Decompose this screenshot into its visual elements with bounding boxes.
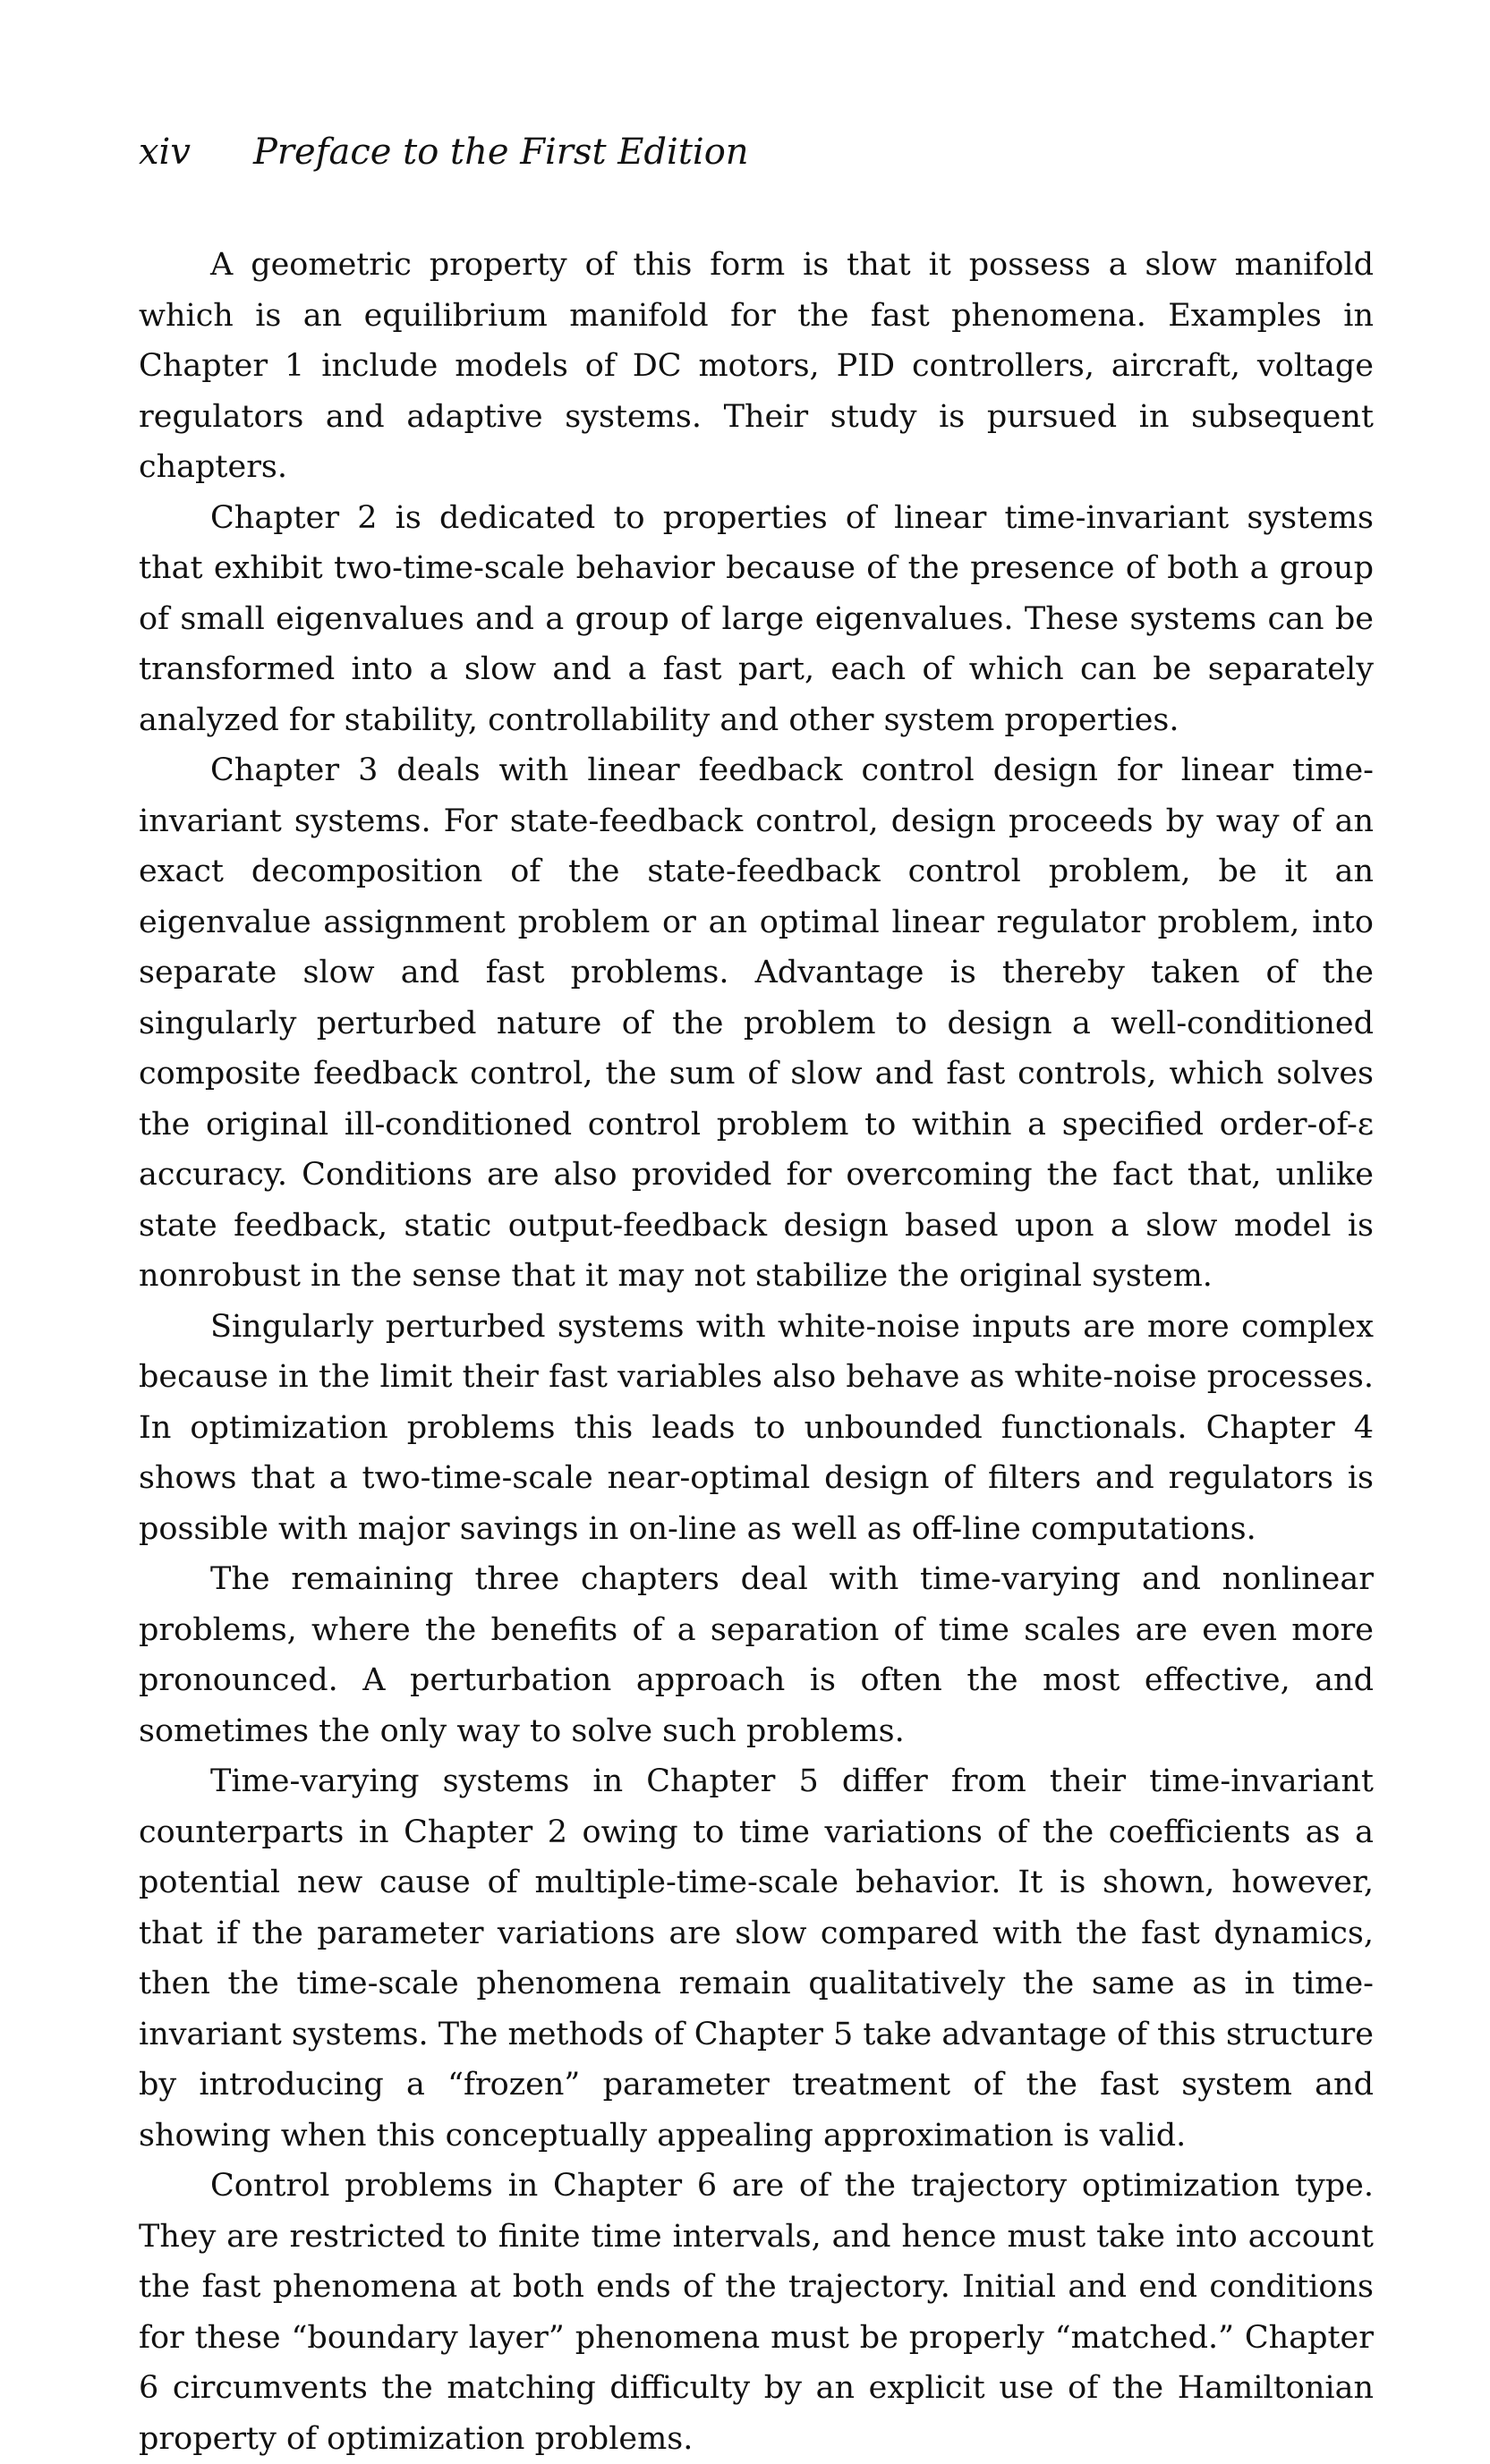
running-title: Preface to the First Edition	[253, 132, 749, 173]
paragraph-chapter-6: Control problems in Chapter 6 are of the trajectory optimization type. They are restricted to finite time intervals, and hence must take into account the fast phenomena at both ends of the trajectory. Initial and end conditions for these “boundary layer” phenomena must be properly “matched.” Chapter 6 circumvents the matching difficulty by an explicit use of the Hamiltonian property of optimization problems.	[139, 2168, 1374, 2457]
paragraph-remaining-chapters: The remaining three chapters deal with time-varying and nonlinear problems, where the benefits of a separation of time scales are even more pronounced. A perturbation approach is often the most effective, and sometimes the only way to solve such problems.	[139, 1561, 1374, 1749]
paragraph-chapter-2: Chapter 2 is dedicated to properties of linear time-invariant systems that exhibit two-time-scale behavior because of the presence of both a group of small eigenvalues and a group of large eigenvalues. These systems can be transformed into a slow and a fast part, each of which can be separately analyzed for stability, controllability and other system properties.	[139, 499, 1374, 738]
paragraph-chapter-5: Time-varying systems in Chapter 5 differ from their time-invariant counterparts in Chapter 2 owing to time variations of the coefficients as a potential new cause of multiple-time-scale behavior. It is shown, however, that if the parameter variations are slow compared with the fast dynamics, then the time-scale phenomena remain qualitatively the same as in time-invariant systems. The methods of Chapter 5 take advantage of this structure by introducing a “frozen” parameter treatment of the fast system and showing when this conceptually appealing approximation is valid.	[139, 1763, 1374, 2154]
page-number: xiv	[139, 132, 191, 173]
book-page	[139, 0, 1374, 2457]
running-head	[139, 132, 749, 173]
paragraph-geometric-property: A geometric property of this form is that it possess a slow manifold which is an equilibrium manifold for the fast phenomena. Examples in Chapter 1 include models of DC motors, PID controllers, aircraft, voltage regulators and adaptive systems. Their study is pursued in subsequent chapters.	[139, 247, 1374, 485]
paragraph-chapter-3: Chapter 3 deals with linear feedback control design for linear time-invariant systems. For state-feedback control, design proceeds by way of an exact decomposition of the state-feedback control problem, be it an eigenvalue assignment problem or an optimal linear regulator problem, into separate slow and fast problems. Advantage is thereby taken of the singularly perturbed nature of the problem to design a well-conditioned composite feedback control, the sum of slow and fast controls, which solves the original ill-conditioned control problem to within a specified order-of-ε accuracy. Conditions are also provided for overcoming the fact that, unlike state feedback, static output-feedback design based upon a slow model is nonrobust in the sense that it may not stabilize the original system.	[139, 752, 1374, 1294]
body-text	[139, 240, 1374, 2464]
paragraph-chapter-4: Singularly perturbed systems with white-noise inputs are more complex because in the limit their fast variables also behave as white-noise processes. In optimization problems this leads to unbounded functionals. Chapter 4 shows that a two-time-scale near-optimal design of filters and regulators is possible with major savings in on-line as well as off-line computations.	[139, 1308, 1374, 1547]
